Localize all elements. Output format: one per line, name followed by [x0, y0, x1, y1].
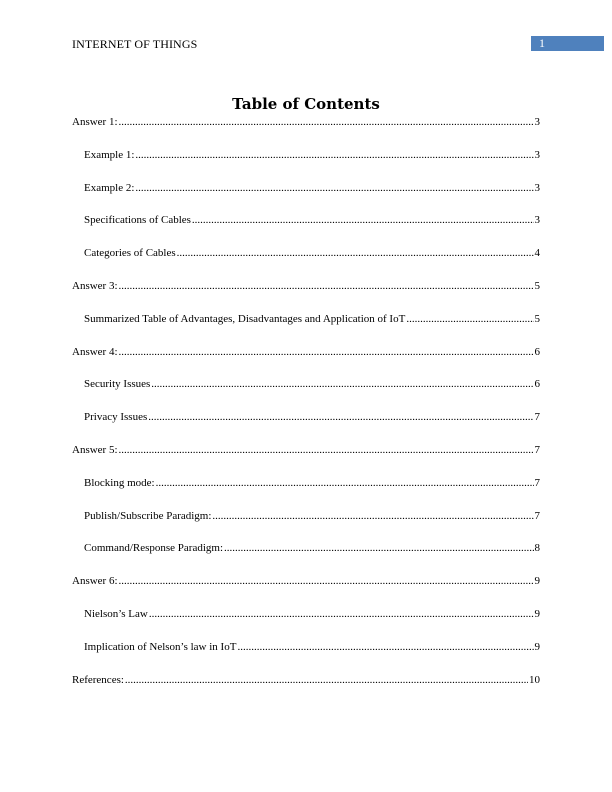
- toc-entry-page: 5: [534, 312, 540, 325]
- toc-entry-page: 7: [534, 476, 540, 489]
- toc-entry-page: 3: [534, 214, 540, 227]
- toc-leader-dots: [135, 147, 533, 163]
- toc-entry-page: 6: [534, 378, 540, 391]
- toc-leader-dots: [406, 311, 533, 327]
- toc-entry-page: 9: [534, 640, 540, 653]
- toc-leader-dots: [119, 344, 534, 360]
- toc-leader-dots: [135, 180, 533, 196]
- toc-entry-label: Publish/Subscribe Paradigm:: [84, 509, 212, 522]
- toc-entry-page: 10: [529, 673, 540, 686]
- toc-leader-dots: [125, 672, 528, 688]
- toc-entry[interactable]: [72, 508, 540, 541]
- toc-entry[interactable]: [72, 606, 540, 639]
- toc-entry-label: Blocking mode:: [84, 476, 155, 489]
- toc-entry-page: 4: [534, 247, 540, 260]
- toc-leader-dots: [119, 442, 534, 458]
- toc-entry[interactable]: [72, 376, 540, 409]
- toc-entry[interactable]: [72, 311, 540, 344]
- toc-entry-label: Answer 1:: [72, 116, 118, 128]
- toc-leader-dots: [212, 508, 533, 524]
- toc-entry-page: 6: [534, 345, 540, 358]
- toc-leader-dots: [177, 245, 534, 261]
- toc-entry-page: 3: [534, 181, 540, 194]
- toc-leader-dots: [224, 540, 533, 556]
- toc-entry-label: Answer 3:: [72, 279, 118, 292]
- toc-leader-dots: [119, 573, 534, 589]
- toc-entry-label: Nielson’s Law: [84, 607, 148, 620]
- toc-entry-page: 9: [534, 575, 540, 588]
- toc-entry-label: Command/Response Paradigm:: [84, 542, 224, 555]
- toc-entry-label: Security Issues: [84, 378, 151, 391]
- toc-entry-label: Answer 5:: [72, 443, 118, 456]
- toc-entry-page: 7: [534, 443, 540, 456]
- toc-entry[interactable]: [72, 180, 540, 213]
- toc-entry-label: References:: [72, 673, 124, 686]
- toc-entry-label: Implication of Nelson’s law in IoT: [84, 640, 237, 653]
- toc-entry[interactable]: [72, 442, 540, 475]
- toc-leader-dots: [151, 376, 533, 392]
- toc-entry-page: 7: [534, 411, 540, 424]
- toc-leader-dots: [119, 278, 534, 294]
- toc-leader-dots: [119, 114, 534, 130]
- toc-entry-page: 8: [534, 542, 540, 555]
- table-of-contents: [72, 114, 540, 704]
- toc-leader-dots: [192, 212, 534, 228]
- toc-leader-dots: [148, 409, 533, 425]
- toc-leader-dots: [149, 606, 534, 622]
- toc-entry-label: Answer 4:: [72, 345, 118, 358]
- toc-entry-label: Summarized Table of Advantages, Disadvantages and Application of IoT: [84, 312, 406, 325]
- toc-entry-label: Categories of Cables: [84, 247, 176, 260]
- toc-entry-label: Example 1:: [84, 148, 135, 161]
- toc-entry-page: 9: [534, 607, 540, 620]
- toc-title: Table of Contents: [232, 95, 380, 113]
- toc-entry-label: Answer 6:: [72, 575, 118, 588]
- toc-entry[interactable]: [72, 344, 540, 377]
- toc-entry[interactable]: [72, 245, 540, 278]
- toc-entry[interactable]: [72, 278, 540, 311]
- toc-entry[interactable]: [72, 114, 540, 147]
- toc-entry[interactable]: [72, 573, 540, 606]
- toc-entry-page: 5: [534, 279, 540, 292]
- toc-entry[interactable]: [72, 147, 540, 180]
- toc-entry[interactable]: [72, 409, 540, 442]
- toc-entry[interactable]: [72, 212, 540, 245]
- toc-entry-page: 3: [534, 116, 540, 128]
- toc-leader-dots: [237, 639, 533, 655]
- toc-entry[interactable]: [72, 540, 540, 573]
- toc-entry-label: Example 2:: [84, 181, 135, 194]
- running-header: INTERNET OF THINGS: [72, 37, 198, 51]
- toc-entry-page: 7: [534, 509, 540, 522]
- toc-entry-label: Specifications of Cables: [84, 214, 191, 227]
- toc-entry[interactable]: [72, 639, 540, 672]
- toc-entry[interactable]: [72, 475, 540, 508]
- toc-entry[interactable]: [72, 672, 540, 705]
- toc-leader-dots: [156, 475, 534, 491]
- page-number-badge: 1: [531, 36, 604, 51]
- toc-entry-label: Privacy Issues: [84, 411, 148, 424]
- toc-entry-page: 3: [534, 148, 540, 161]
